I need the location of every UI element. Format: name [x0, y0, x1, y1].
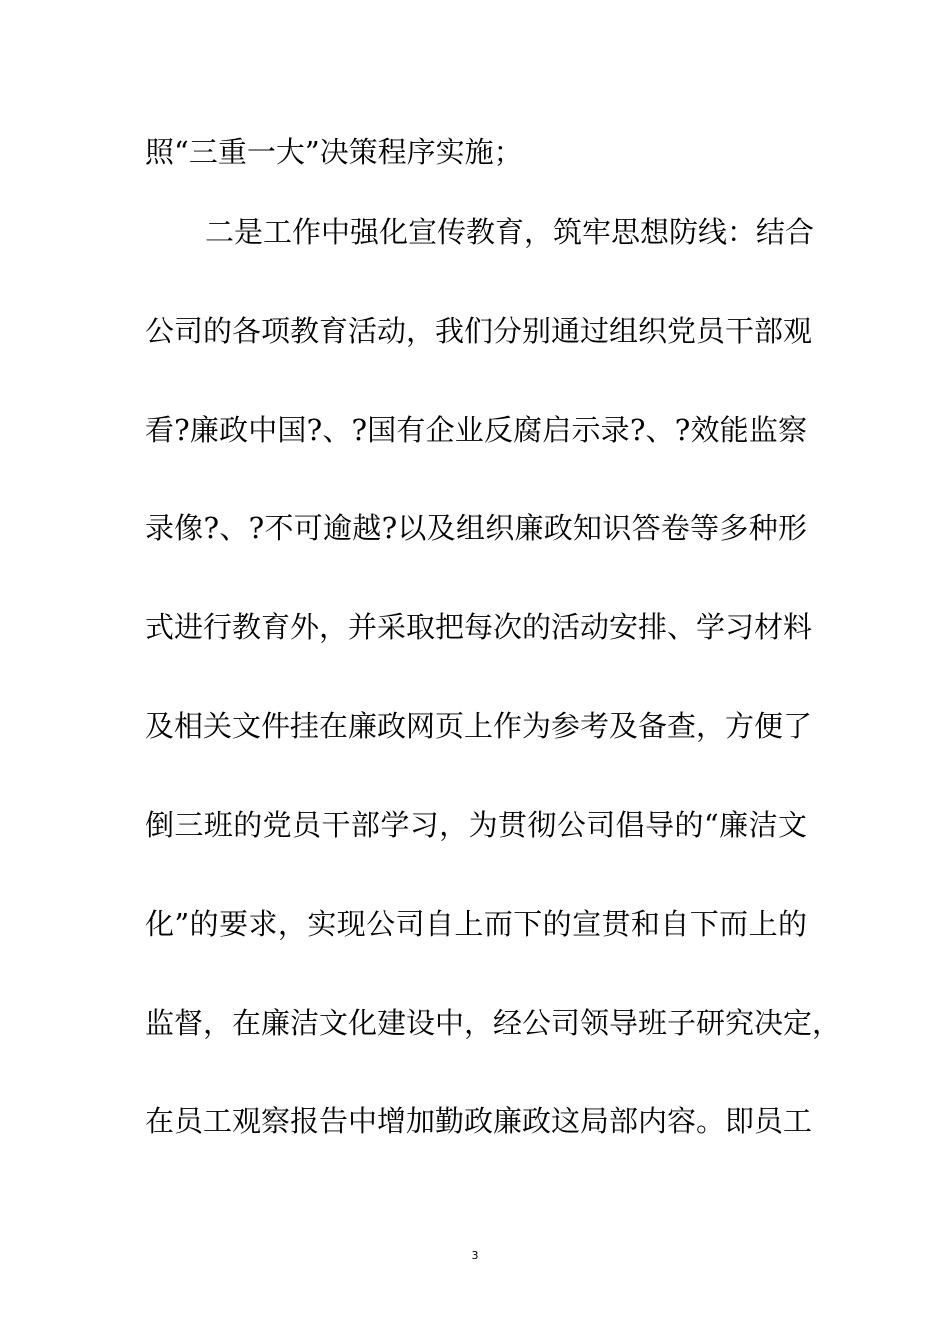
text-line-1: 照“三重一大”决策程序实施； — [145, 135, 523, 169]
text-line-6: 式进行教育外，并采取把每次的活动安排、学习材料 — [145, 610, 813, 644]
text-line-11: 在员工观察报告中增加勤政廉政这局部内容。即员工 — [145, 1104, 813, 1138]
text-line-7: 及相关文件挂在廉政网页上作为参考及备查，方便了 — [145, 709, 813, 743]
text-line-3: 公司的各项教育活动，我们分别通过组织党员干部观 — [145, 314, 813, 348]
text-line-8: 倒三班的党员干部学习，为贯彻公司倡导的“廉洁文 — [145, 808, 807, 842]
page-number: 3 — [471, 1249, 479, 1262]
text-line-2: 二是工作中强化宣传教育，筑牢思想防线：结合 — [205, 215, 815, 249]
text-line-10: 监督，在廉洁文化建设中，经公司领导班子研究决定， — [145, 1006, 842, 1040]
text-line-9: 化”的要求，实现公司自上而下的宣贯和自下而上的 — [145, 907, 807, 941]
text-line-4: 看?廉政中国?、?国有企业反腐启示录?、?效能监察 — [145, 413, 807, 447]
text-line-5: 录像?、?不可逾越?以及组织廉政知识答卷等多种形 — [145, 511, 807, 545]
